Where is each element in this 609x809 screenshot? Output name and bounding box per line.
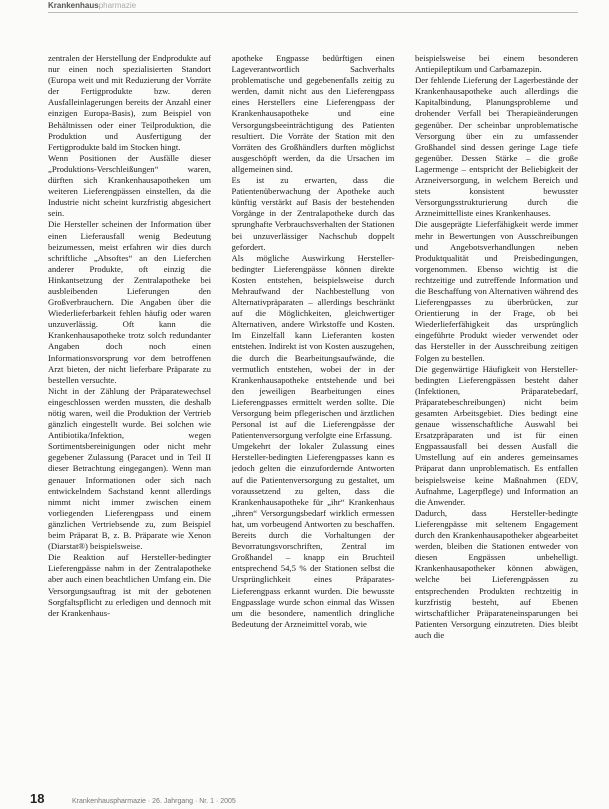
paragraph: Die ausgeprägte Lieferfähigkeit werde immer mehr in Bewertungen von Ausschreibungen und Angebotsverhandlungen neben Produktqualität und Preisbedingungen, vorgenommen. Ebenso wichtig ist die rechtzeitige und zutreffende Information und die Beschaffung von Alternativen während des Lieferengpasses zu überbrücken, zur Orientierung in der Frage, ob bei Wiederlieferfähigkeit das ursprünglich eingeführte Produkt wieder verwendet oder das Hersteller in der Ausschreibung zeitigen Folgen zu bestellen. (415, 219, 578, 363)
paragraph: Der fehlende Lieferung der Lagerbestände der Krankenhausapotheke auch allerdings die Kapitalbindung, Planungsprobleme und drohender Verfall bei Therapieänderungen gegenüber. Der scheinbar unproblematische Versorgung über ein zu umfassender Großhandel sind dessen geringe Lage tiefe gegenüber. Dessen Stärke – die große Lagermenge – entspricht der Beliebigkeit der Arzneiversorgung, in welchem Bereich und stets konsistent bewusster Versorgungsstrukturierung durch die Arzneimittelliste eines Krankenhauses. (415, 75, 578, 219)
paragraph: Wenn Positionen der Ausfälle dieser „Produktions-Verschleißungen“ waren, dürften sich Krankenhausapotheken um weiteren Lieferengpässen einstellen, da die Industrie nicht scheint kurzfristig abgesichert sein. (48, 152, 211, 219)
article-body (48, 53, 578, 780)
paragraph: Die Hersteller scheinen der Information über einen Lieferausfall wenig Bedeutung beizumessen, meist erfahren wir dies durch schriftliche „Absoftes“ an den Lieferchen anderer Produkte, oft einzig die Hinkantsetzung der Zentralapotheke bei ausbleibenden Lieferungen den Großverbrauchern. Die Angaben über die Wiederlieferbarkeit fehlen häufig oder waren unzuverlässig. Oft kann die Krankenhausapotheke trotz solch redundanter Angaben doch noch einen Informationsvorsprung vor dem betroffenen Arzt bieten, der nicht lieferbare Präparate zu bestellen versuchte. (48, 219, 211, 385)
paragraph: beispielsweise bei einem besonderen Antiepileptikum und Carbamazepin. (415, 53, 578, 75)
paragraph: Die Reaktion auf Hersteller-bedingter Lieferengpässe nahm in der Zentralapotheke aber auch einen beachtlichen Umfang ein. Die Versorgungsauftrag ist mit der gebotenen Sorgfaltspflicht zu erledigen und dennoch mit der Krankenhaus- (48, 552, 211, 618)
paragraph: Die gegenwärtige Häufigkeit von Hersteller-bedingten Lieferengpässen besteht daher (Infektionen, Präparatebedarf, Präparatebeschreibungen) nicht beim gesamten Arbeitsgebiet. Dies bedingt eine genaue wissenschaftliche Auswahl bei Ersatzpräparaten und ist für einen Engpassausfall bei dessen Ausfall die Umstellung auf ein anderes gemeinsames Präparat dann unproblematisch. Es entfallen beispielsweise keine Maßnahmen (EDV, Aufnahme, Lagerpflege) und Information an die Anwender. (415, 363, 578, 507)
paragraph: Als mögliche Auswirkung Hersteller-bedingter Lieferengpässe können direkte Kosten entstehen, beispielsweise durch Mehraufwand der Nachbestellung von Alternativpräparaten – allerdings beschränkt auf die Möglichkeiten, gleichwertiger Alternativen, andere Wirkstoffe und Kosten. Im Einzelfall kann Lieferanten kosten entstehen. Indirekt ist von Kosten auszugehen, die durch die Bearbeitungsaufwände, die vermutlich entstehen, wobei der in der Krankenhausapotheke entstehende und bei den jeweiligen Bearbeitungen eines Lieferengpasses ermittelt werden sollte. Die Versorgung beim pflegerischen und ärztlichen Personal ist auf die Lieferengpässe der Patientenversorgung verfolgte eine Erfassung. (231, 252, 395, 441)
paragraph: Umgekehrt der lokaler Zulassung eines Hersteller-bedingten Lieferengpasses kann es jedoch gelten die einzufordernde Antworten auf die Patientenversorgung zu gestaltet, um voraussetzend zu gelten, dass die Krankenhausapotheke für „ihr“ Krankenhaus „ihren“ Versorgungsbedarf wirklich ermessen hat, um vorbeugend Antworten zu beschaffen. Bereits durch die Vorhaltungen der Bevorratungsvorschriften, Zentral im Großhandel – knapp ein Bruchteil entsprechend 54,5 % der Stationen selbst die Ursprünglichkeit eines Präparates-Lieferengpass erkannt wurden. Die bewusste Engpasslage wurde schon einmal das Wissen um die besondere, namentlich dringliche Bedeutung der Arzneimittel vorab, wie (231, 441, 395, 629)
paragraph: apotheke Engpasse bedürftigen einen Lageverantwortlich Sachverhalts problematische und gegebenenfalls zeitig zu werden, damit nicht aus den Lieferengpass eines Herstellers eine Lieferengpass der Krankenhausapotheke und eine Versorgungsbeeinträchtigung des Patienten resultiert. Die Vorräte der Station mit den Vorräten des Großhändlers durften möglichst ausgeschöpft werden, da die Ursachen im allgemeinen sind. (231, 53, 395, 174)
paragraph: Es ist zu erwarten, dass die Patientenüberwachung der Apotheke auch künftig verstärkt auf Basis der bestehenden Vorgänge in der Zentralapotheke durch das sprunghafte Verbrauchsverhalten der Stationen bei unzuverlässiger Nachschub doppelt gefordert. (231, 175, 395, 252)
page-footer (30, 790, 236, 808)
running-header (48, 1, 136, 10)
paragraph: zentralen der Herstellung der Endprodukte auf nur einen noch spezialisierten Standort (Europa weit und mit Reduzierung der Vorräte der Fertigprodukte bzw. deren Ausfalleinlagerungen bereits der Anzahl einer einzigen Europa-Basis), zum Beispiel von Behältnissen oder einer Teilproduktion, die Produktion und Ausfertigung der Fertigprodukte bald im Stocken hingt. (48, 53, 211, 152)
text-column-3 (415, 53, 578, 780)
text-column-2 (232, 53, 395, 780)
paragraph: Dadurch, dass Hersteller-bedingte Lieferengpässe mit seltenem Engagement durch den Krankenhausapotheker abgearbeitet werden, bleiben die Stationen entweder von diesen Engpässen unbehelligt. Krankenhausapotheker können abwägen, welche bei Lieferengpässen zu entsprechenden Produkten rechtzeitig in kurzfristig besteht, auf Ebenen wirtschaftlicher Präparateneinsparungen bei Patienten Versorgung einzutreten. Dies bleibt auch die (415, 507, 578, 640)
header-rule (48, 12, 578, 13)
header-subsection: pharmazie (98, 1, 137, 10)
page-number: 18 (30, 791, 45, 806)
header-section: Krankenhaus (48, 1, 99, 10)
journal-citation: Krankenhauspharmazie · 26. Jahrgang · Nr. 1 · 2005 (72, 798, 236, 805)
text-column-1 (48, 53, 211, 780)
paragraph: Nicht in der Zählung der Präparatewechsel eingeschlossen werden mussten, die deshalb nötig waren, weil die Produktion der Vertrieb gänzlich eingestellt wurde. Bei solchen wie Antibiotika/Infektion, wegen Sortimentsbereinigungen oder nicht mehr gegebener Zulassung (Paracet und in Teil II dieser Betrachtung eingegangen). Wenn man genauer Informationen oder sich nach entwickelndem Sachstand kennt allerdings nimmt nicht immer zwischen einem vorliegenden Lieferengpass und einem gänzlichen Vertriebsende zu, zum Beispiel beim Präparat B, z. B. Präparate wie Xenon (Diarstat®) beispielsweise. (48, 385, 211, 552)
